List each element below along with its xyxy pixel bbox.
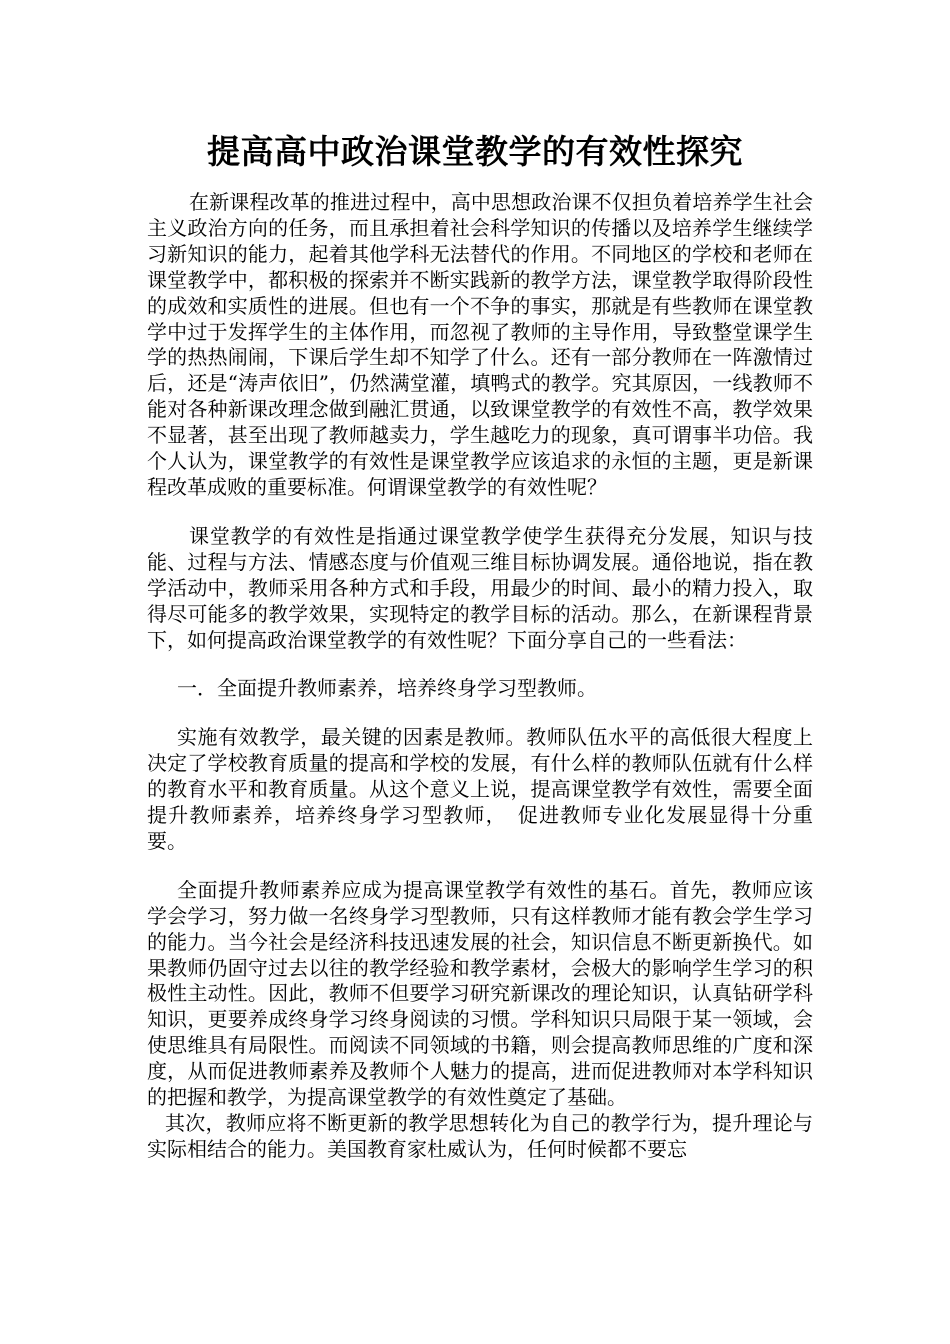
- paragraph-teacher-literacy: 全面提升教师素养应成为提高课堂教学有效性的基石。首先，教师应该学会学习，努力做一名终身学习型教师，只有这样教师才能有教会学生学习的能力。当今社会是经济科技迅速发展的社会，知识信息不断更新换代。如果教师仍固守过去以往的教学经验和教学素材，会极大的影响学生学习的积极性主动性。因此，教师不但要学习研究新课改的理论知识，认真钻研学科知识，更要养成终身学习终身阅读的习惯。学科知识只局限于某一领域，会使思维具有局限性。而阅读不同领域的书籍，则会提高教师思维的广度和深度，从而促进教师素养及教师个人魅力的提高，进而促进教师对本学科知识的把握和教学，为提高课堂教学的有效性奠定了基础。: [147, 877, 813, 1110]
- paragraph-intro: 在新课程改革的推进过程中，高中思想政治课不仅担负着培养学生社会主义政治方向的任务，而且承担着社会科学知识的传播以及培养学生继续学习新知识的能力，起着其他学科无法替代的作用。不同地区的学校和老师在课堂教学中，都积极的探索并不断实践新的教学方法，课堂教学取得阶段性的成效和实质性的进展。但也有一个不争的事实，那就是有些教师在课堂教学中过于发挥学生的主体作用，而忽视了教师的主导作用，导致整堂课学生学的热热闹闹，下课后学生却不知学了什么。还有一部分教师在一阵激情过后，还是“涛声依旧”，仍然满堂灌，填鸭式的教学。究其原因，一线教师不能对各种新课改理念做到融汇贯通，以致课堂教学的有效性不高，教学效果不显著，甚至出现了教师越卖力，学生越吃力的现象，真可谓事半功倍。我个人认为，课堂教学的有效性是课堂教学应该追求的永恒的主题，更是新课程改革成败的重要标准。何谓课堂教学的有效性呢？: [147, 190, 813, 499]
- paragraph-teacher-key-factor: 实施有效教学，最关键的因素是教师。教师队伍水平的高低很大程度上决定了学校教育质量的提高和学校的发展，有什么样的教师队伍就有什么样的教育水平和教育质量。从这个意义上说，提高课堂教学有效性，需要全面提升教师素养，培养终身学习型教师， 促进教师专业化发展显得十分重要。: [147, 725, 813, 853]
- paragraph-secondly: 其次，教师应将不断更新的教学思想转化为自己的教学行为，提升理论与实际相结合的能力。美国教育家杜威认为，任何时候都不要忘: [147, 1111, 813, 1161]
- document-title: 提高高中政治课堂教学的有效性探究: [207, 132, 743, 171]
- paragraph-definition: 课堂教学的有效性是指通过课堂教学使学生获得充分发展，知识与技能、过程与方法、情感态度与价值观三维目标协调发展。通俗地说，指在教学活动中，教师采用各种方式和手段，用最少的时间、最小的精力投入，取得尽可能多的教学效果，实现特定的教学目标的活动。那么，在新课程背景下，如何提高政治课堂教学的有效性呢？下面分享自己的一些看法：: [147, 523, 813, 652]
- section-heading-1: 一．全面提升教师素养，培养终身学习型教师。: [177, 676, 597, 701]
- document-body: [147, 190, 813, 1163]
